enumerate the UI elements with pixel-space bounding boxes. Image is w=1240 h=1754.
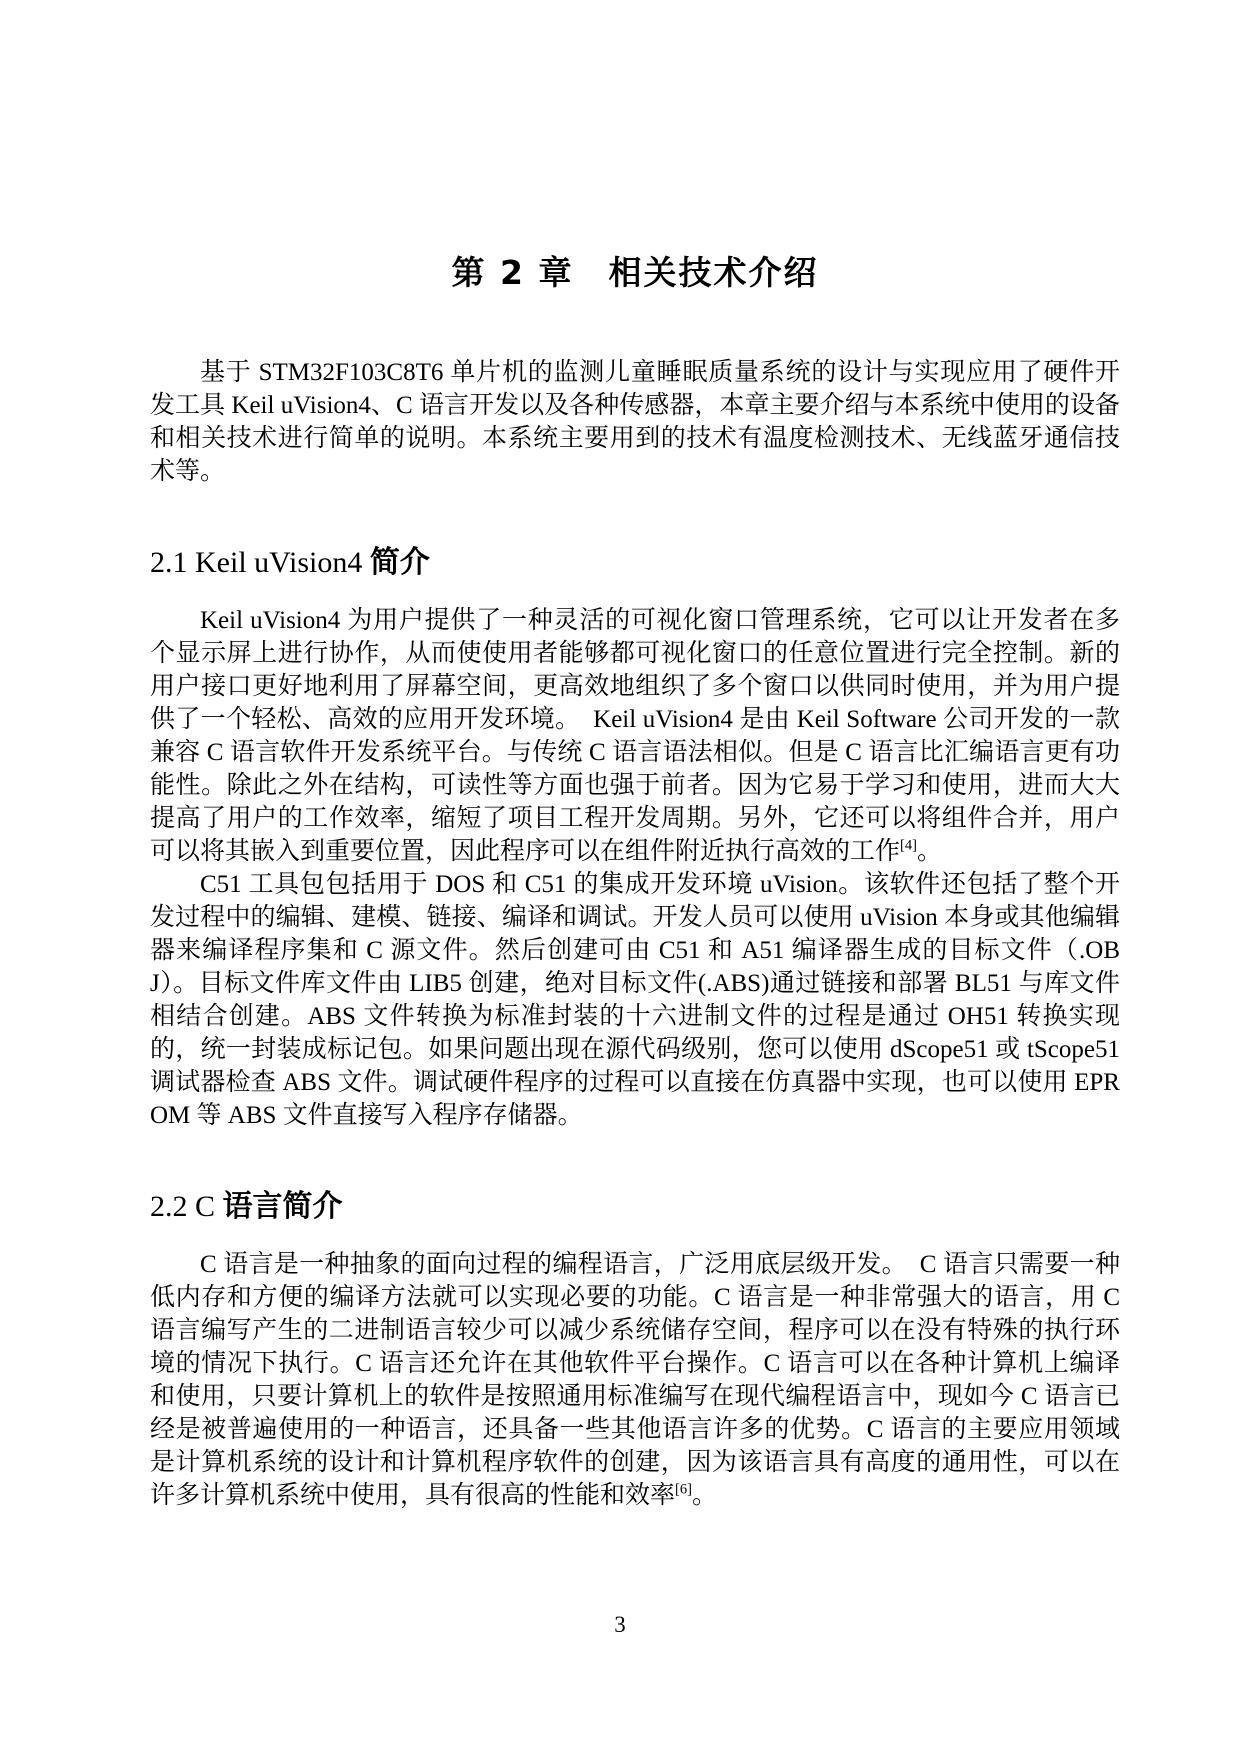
chapter-title: 第 2 章 相关技术介绍 bbox=[451, 253, 819, 292]
paragraph-c51-toolchain: C51 工具包包括用于 DOS 和 C51 的集成开发环境 uVision。该软件还包括了整个开发过程中的编辑、建模、链接、编译和调试。开发人员可以使用 uVision 本身或其他编辑器来编译程序集和 C 源文件。然后创建可由 C51 和 A51 编译器生成的目标文件（.OBJ）。目标文件库文件由 LIB5 创建，绝对目标文件(.ABS)通过链接和部署 BL51 与库文件相结合创建。ABS 文件转换为标准封装的十六进制文件的过程是通过 OH51 转换实现的，统一封装成标记包。如果问题出现在源代码级别，您可以使用 dScope51 或 tScope51 调试器检查 ABS 文件。调试硬件程序的过程可以直接在仿真器中实现，也可以使用 EPROM 等 ABS 文件直接写入程序存储器。 bbox=[150, 871, 1120, 1129]
intro-paragraph: 基于 STM32F103C8T6 单片机的监测儿童睡眠质量系统的设计与实现应用了硬件开发工具 Keil uVision4、C 语言开发以及各种传感器，本章主要介绍与本系统中使用的设备和相关技术进行简单的说明。本系统主要用到的技术有温度检测技术、无线蓝牙通信技术等。 bbox=[150, 359, 1120, 485]
section-heading-2-2 bbox=[150, 1188, 1120, 1226]
paragraph-c-language-tail: 。 bbox=[691, 1482, 717, 1509]
section-2-1-cjk-title: 简介 bbox=[369, 545, 430, 580]
paragraph-c-language-text: C 语言是一种抽象的面向过程的编程语言，广泛用底层级开发。 C 语言只需要一种低内存和方便的编译方法就可以实现必要的功能。C 语言是一种非常强大的语言，用 C 语言编写产生的二进制语言较少可以减少系统储存空间，程序可以在没有特殊的执行环境的情况下执行。C 语言还允许在其他软件平台操作。C 语言可以在各种计算机上编译和使用，只要计算机上的软件是按照通用标准编写在现代编程语言中，现如今 C 语言已经是被普遍使用的一种语言，还具备一些其他语言许多的优势。C 语言的主要应用领域是计算机系统的设计和计算机程序软件的创建，因为该语言具有高度的通用性，可以在许多计算机系统中使用，具有很高的性能和效率 bbox=[150, 1251, 1120, 1509]
section-2-1-number-and-latin: 2.1 Keil uVision4 bbox=[150, 546, 370, 579]
citation-ref-6: [6] bbox=[675, 1481, 692, 1498]
section-2-2-number-and-latin: 2.2 C bbox=[150, 1190, 223, 1223]
citation-ref-4: [4] bbox=[900, 837, 917, 854]
paragraph-keil-uvision-overview bbox=[150, 604, 1120, 868]
section-heading-2-1 bbox=[150, 544, 1120, 582]
paragraph-c-language-overview bbox=[150, 1248, 1120, 1512]
paragraph-keil-uvision-text: Keil uVision4 为用户提供了一种灵活的可视化窗口管理系统，它可以让开发者在多个显示屏上进行协作，从而使使用者能够都可视化窗口的任意位置进行完全控制。新的用户接口更好地利用了屏幕空间，更高效地组织了多个窗口以供同时使用，并为用户提供了一个轻松、高效的应用开发环境。 Keil uVision4 是由 Keil Software 公司开发的一款兼容 C 语言软件开发系统平台。与传统 C 语言语法相似。但是 C 语言比汇编语言更有功能性。除此之外在结构，可读性等方面也强于前者。因为它易于学习和使用，进而大大提高了用户的工作效率，缩短了项目工程开发周期。另外，它还可以将组件合并，用户可以将其嵌入到重要位置，因此程序可以在组件附近执行高效的工作 bbox=[150, 607, 1120, 865]
section-2-2-cjk-title: 语言简介 bbox=[222, 1189, 343, 1224]
page-number: 3 bbox=[614, 1612, 626, 1637]
paragraph-keil-uvision-tail: 。 bbox=[916, 838, 942, 865]
